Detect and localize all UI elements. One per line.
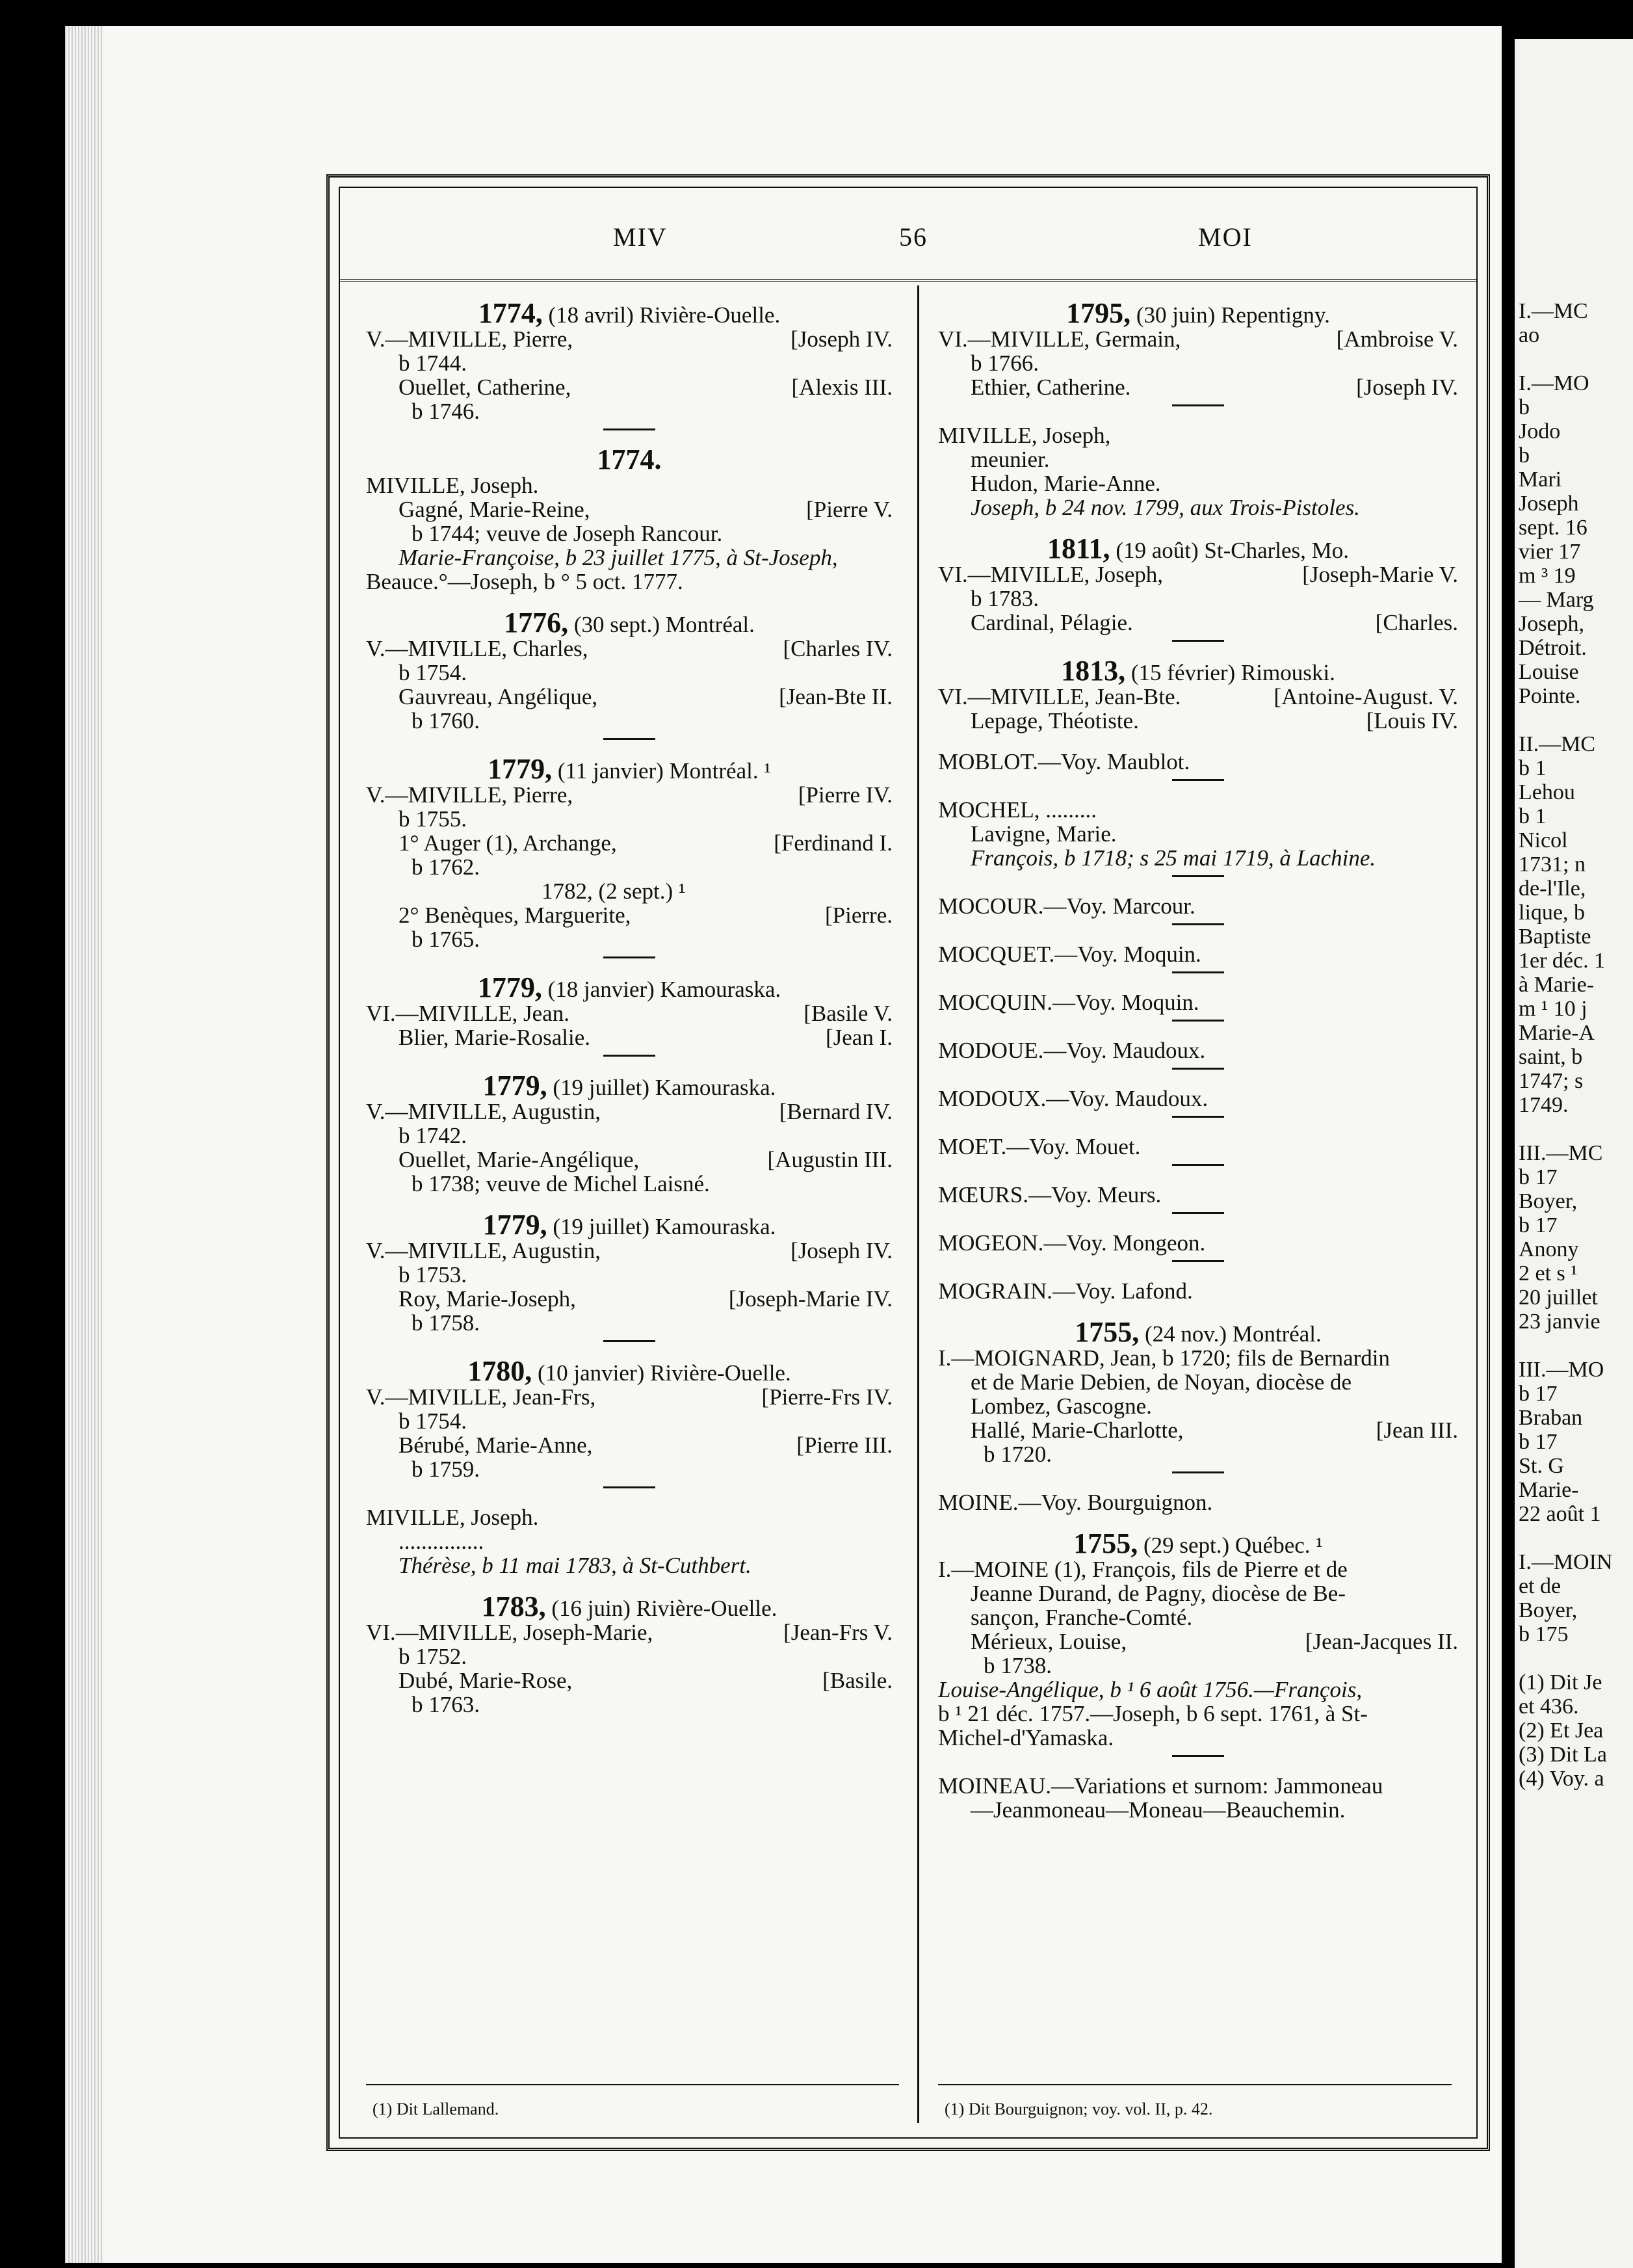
adjacent-page-line: Détroit. [1519,636,1587,660]
adjacent-page-line [1519,1117,1633,1141]
separator-rule [1172,875,1224,877]
entry [366,1355,893,1488]
separator-rule [603,1340,655,1342]
entry [366,1070,893,1196]
adjacent-page-line: Anony [1519,1237,1579,1261]
entry-heading: 1755, (29 sept.) Québec. ¹ [1073,1527,1323,1559]
cross-reference: MOCQUET.—Voy. Moquin. [938,942,1458,973]
separator-rule [603,429,655,430]
separator-rule [1172,1471,1224,1473]
entry [938,1527,1458,1757]
entry-line: b 1744. [398,350,467,376]
adjacent-page-line: — Marg [1519,588,1594,612]
entry-line: V.—MIVILLE, Augustin, [Bernard IV. [366,1099,893,1124]
separator-rule [603,738,655,740]
adjacent-page-line: m ³ 19 [1519,564,1576,588]
entry-line: Roy, Marie-Joseph, [Joseph-Marie IV. [398,1286,893,1312]
entry-heading: 1776, (30 sept.) Montréal. [504,607,755,639]
adjacent-page-line: 1731; n [1519,852,1586,877]
entry-line: b 1766. [971,350,1039,376]
entry-line: VI.—MIVILLE, Jean-Bte. [Antoine-August. V. [938,684,1458,709]
entry-line: 2° Benèques, Marguerite, [Pierre. [398,903,893,928]
header-left: MIV [613,222,668,252]
entry [938,423,1458,520]
footnote-rule [938,2084,1452,2085]
cross-reference: MOCOUR.—Voy. Marcour. [938,894,1458,925]
entry-heading: 1779, (19 juillet) Kamouraska. [482,1209,776,1241]
adjacent-page-line: III.—MC [1519,1141,1603,1165]
adjacent-page-line: 22 août 1 [1519,1502,1601,1526]
adjacent-page-line [1519,1646,1633,1670]
footnote-left: (1) Dit Lallemand. [372,2100,499,2118]
adjacent-page-line: b [1519,443,1530,468]
entry-line: b 1742. [398,1123,467,1148]
adjacent-page-line: (1) Dit Je [1519,1670,1602,1694]
cross-reference: MOINE.—Voy. Bourguignon. [938,1490,1213,1515]
entry [366,443,893,594]
entry-line: b 1738; veuve de Michel Laisné. [412,1171,710,1196]
left-column [366,297,893,1734]
entry-line: b 1762. [412,854,480,880]
adjacent-page-line: à Marie- [1519,973,1595,997]
entry [938,655,1458,733]
entry-line: b 1738. [984,1653,1052,1678]
entry-line: VI.—MIVILLE, Joseph-Marie, [Jean-Frs V. [366,1620,893,1645]
entry-line: Dubé, Marie-Rose, [Basile. [398,1668,893,1693]
column-divider [917,285,919,2123]
cross-reference: MOGEON.—Voy. Mongeon. [938,1231,1458,1262]
entry-line: —Jeanmoneau—Moneau—Beauchemin. [971,1797,1346,1823]
adjacent-page-line: I.—MO [1519,371,1589,395]
entry-line: 1782, (2 sept.) ¹ [542,878,686,904]
entry-line: b 1759. [412,1457,480,1482]
adjacent-page-line: de-l'Ile, [1519,877,1586,901]
entry-line: b 1754. [398,660,467,685]
adjacent-page-line: Lehou [1519,780,1575,804]
entry-line: VI.—MIVILLE, Jean. [Basile V. [366,1001,893,1026]
adjacent-page-line: Marie- [1519,1478,1579,1502]
page-inner-frame [339,187,1478,2139]
footnote-right: (1) Dit Bourguignon; voy. vol. II, p. 42. [945,2100,1213,2118]
entry-line: V.—MIVILLE, Pierre, [Pierre IV. [366,782,893,808]
adjacent-page-line: lique, b [1519,901,1585,925]
entry [938,798,1458,877]
adjacent-page-line [1519,347,1633,371]
adjacent-page-line [1519,1526,1633,1550]
entry [938,1316,1458,1473]
adjacent-page-line: saint, b [1519,1045,1583,1069]
entry-heading: 1779, (18 janvier) Kamouraska. [477,971,781,1003]
entry [366,1590,893,1717]
adjacent-page-line: Louise [1519,660,1579,684]
entry-line: Cardinal, Pélagie. [Charles. [971,610,1458,635]
entry-line: MIVILLE, Joseph, [938,423,1111,448]
entry-heading: 1783, (16 juin) Rivière-Ouelle. [481,1590,777,1622]
entry-line: b 1763. [412,1692,480,1717]
footnote-rule [366,2084,899,2085]
adjacent-page-line: 20 juillet [1519,1286,1598,1310]
entry-line: MOCHEL, ......... [938,797,1097,823]
entry-line: b 1752. [398,1644,467,1669]
entry-line: Louise-Angélique, b ¹ 6 août 1756.—François, [938,1677,1363,1702]
entry-line: Mérieux, Louise, [Jean-Jacques II. [971,1629,1458,1654]
entry [366,607,893,740]
page-number: 56 [899,222,928,252]
entry-line: V.—MIVILLE, Charles, [Charles IV. [366,636,893,661]
entry-line: b 1720. [984,1442,1052,1467]
entry-line: VI.—MIVILLE, Germain, [Ambroise V. [938,326,1458,352]
entry-heading: 1795, (30 juin) Repentigny. [1066,297,1330,329]
entry-line: I.—MOIGNARD, Jean, b 1720; fils de Bernardin [938,1345,1391,1371]
entry-line: MIVILLE, Joseph. [366,473,539,498]
entry-line: Marie-Françoise, b 23 juillet 1775, à St-Joseph, [398,545,838,570]
entry-heading: 1755, (24 nov.) Montréal. [1075,1316,1322,1348]
cross-reference: MŒURS.—Voy. Meurs. [938,1183,1458,1214]
entry-line: Ethier, Catherine. [Joseph IV. [971,375,1458,400]
adjacent-page-line: b 175 [1519,1622,1569,1646]
entry-line: V.—MIVILLE, Jean-Frs, [Pierre-Frs IV. [366,1384,893,1410]
header-right: MOI [1198,222,1253,252]
running-header [340,188,1476,282]
adjacent-page-line [1519,1334,1633,1358]
separator-rule [603,1486,655,1488]
entry-line: Lombez, Gascogne. [971,1393,1152,1419]
entry-heading: 1813, (15 février) Rimouski. [1061,655,1335,687]
entry-heading: 1779, (19 juillet) Kamouraska. [482,1070,776,1101]
entry-line: VI.—MIVILLE, Joseph, [Joseph-Marie V. [938,562,1458,587]
cross-reference: MOET.—Voy. Mouet. [938,1135,1458,1166]
adjacent-page-line [1519,708,1633,732]
adjacent-page-line: Marie-A [1519,1021,1595,1045]
separator-rule [1172,640,1224,642]
page-frame [326,174,1490,2151]
adjacent-page-line: Boyer, [1519,1189,1578,1213]
cross-reference: MOGRAIN.—Voy. Lafond. [938,1278,1193,1304]
adjacent-page-line: 2 et s ¹ [1519,1261,1578,1286]
entry-line: b 1754. [398,1408,467,1434]
adjacent-page-line: Pointe. [1519,684,1581,708]
adjacent-page-line: 23 janvie [1519,1310,1600,1334]
adjacent-page-line: 1er déc. 1 [1519,949,1606,973]
cross-reference: MODOUE.—Voy. Maudoux. [938,1038,1458,1070]
adjacent-page-line: 1749. [1519,1093,1569,1117]
entry-line: sançon, Franche-Comté. [971,1605,1193,1630]
adjacent-page-line: I.—MC [1519,299,1588,323]
adjacent-page-line: (3) Dit La [1519,1743,1607,1767]
entry-line: MIVILLE, Joseph. [366,1505,539,1530]
entry-line: François, b 1718; s 25 mai 1719, à Lachine. [971,845,1376,871]
cross-reference: MOBLOT.—Voy. Maublot. [938,750,1458,781]
adjacent-page-line: Joseph [1519,492,1579,516]
entry-line: Blier, Marie-Rosalie. [Jean I. [398,1025,893,1050]
entry-line: meunier. [971,447,1050,472]
adjacent-page-line: Baptiste [1519,925,1591,949]
adjacent-page-line: b 17 [1519,1430,1558,1454]
entry-line: V.—MIVILLE, Augustin, [Joseph IV. [366,1238,893,1263]
entry [938,533,1458,642]
adjacent-page-line: Braban [1519,1406,1583,1430]
entry-heading: 1774, (18 avril) Rivière-Ouelle. [478,297,781,329]
entry-line: Gagné, Marie-Reine, [Pierre V. [398,497,893,522]
entry-line: b ¹ 21 déc. 1757.—Joseph, b 6 sept. 1761, à St- [938,1701,1368,1726]
entry-line: I.—MOINE (1), François, fils de Pierre et de [938,1557,1348,1582]
cross-reference: MOCQUIN.—Voy. Moquin. [938,990,1458,1022]
adjacent-page-line: sept. 16 [1519,516,1587,540]
separator-rule [603,1055,655,1057]
entry [366,1209,893,1342]
adjacent-page-line: et 436. [1519,1694,1579,1719]
adjacent-page-line: vier 17 [1519,540,1581,564]
adjacent-page-line: 1747; s [1519,1069,1584,1093]
entry-line: 1° Auger (1), Archange, [Ferdinand I. [398,830,893,856]
entry-heading: 1780, (10 janvier) Rivière-Ouelle. [467,1355,791,1387]
adjacent-page-line: Mari [1519,468,1562,492]
cross-reference: MODOUX.—Voy. Maudoux. [938,1087,1458,1118]
separator-rule [1172,1755,1224,1757]
entry-line: Bérubé, Marie-Anne, [Pierre III. [398,1432,893,1458]
entry-line: Beauce.°—Joseph, b ° 5 oct. 1777. [366,569,683,594]
entry-line: Hudon, Marie-Anne. [971,471,1161,496]
entry-line: b 1755. [398,806,467,832]
entry-line: b 1758. [412,1310,480,1336]
entry-line: Ouellet, Marie-Angélique, [Augustin III. [398,1147,893,1172]
entry-heading: 1779, (11 janvier) Montréal. ¹ [488,753,771,785]
entry-line: ............... [398,1529,484,1554]
entry-line: b 1744; veuve de Joseph Rancour. [412,521,723,546]
adjacent-page-line: Boyer, [1519,1598,1578,1622]
adjacent-page-line: I.—MOIN [1519,1550,1613,1574]
separator-rule [603,956,655,958]
entry-line: et de Marie Debien, de Noyan, diocèse de [971,1369,1352,1395]
entry-line: b 1783. [971,586,1039,611]
adjacent-page-line: b 1 [1519,756,1547,780]
adjacent-page-line: b 17 [1519,1213,1558,1237]
entry [366,753,893,958]
adjacent-page-line: b 1 [1519,804,1547,828]
adjacent-page-text [1515,39,1633,1791]
entry-heading: 1774. [597,443,662,475]
entry-line: Hallé, Marie-Charlotte, [Jean III. [971,1418,1458,1443]
entry-line: Gauvreau, Angélique, [Jean-Bte II. [398,684,893,709]
entry-line: b 1760. [412,708,480,733]
entry-line: Lavigne, Marie. [971,821,1117,847]
entry-line: b 1753. [398,1262,467,1287]
adjacent-page-line: b 17 [1519,1165,1558,1189]
adjacent-page-line: b [1519,395,1530,419]
adjacent-page-line: Jodo [1519,419,1561,443]
adjacent-page-line: ao [1519,323,1540,347]
adjacent-page [1515,39,1633,2268]
entry-line: Thérèse, b 11 mai 1783, à St-Cuthbert. [398,1553,751,1578]
separator-rule [1172,404,1224,406]
entry [366,1505,893,1577]
entry [938,297,1458,406]
entry-line: MOINEAU.—Variations et surnom: Jammoneau [938,1773,1383,1799]
adjacent-page-line: m ¹ 10 j [1519,997,1587,1021]
entry-line: Lepage, Théotiste. [Louis IV. [971,708,1458,733]
entry [938,1774,1458,1822]
adjacent-page-line: II.—MC [1519,732,1596,756]
entry-line: b 1765. [412,927,480,952]
adjacent-page-line: (4) Voy. a [1519,1767,1604,1791]
entry-line: Jeanne Durand, de Pagny, diocèse de Be- [971,1581,1346,1606]
entry-heading: 1811, (19 août) St-Charles, Mo. [1047,533,1350,564]
adjacent-page-line: (2) Et Jea [1519,1719,1604,1743]
entry-line: b 1746. [412,399,480,424]
adjacent-page-line: et de [1519,1574,1561,1598]
entry-line: V.—MIVILLE, Pierre, [Joseph IV. [366,326,893,352]
entry [366,971,893,1057]
entry-line: Michel-d'Yamaska. [938,1725,1114,1750]
adjacent-page-line: Nicol [1519,828,1568,852]
adjacent-page-line: b 17 [1519,1382,1558,1406]
adjacent-page-line: Joseph, [1519,612,1585,636]
adjacent-page-line: III.—MO [1519,1358,1604,1382]
page-edge [65,26,104,2263]
entry [366,297,893,430]
entry-line: Ouellet, Catherine, [Alexis III. [398,375,893,400]
adjacent-page-line: St. G [1519,1454,1564,1478]
entry-line: Joseph, b 24 nov. 1799, aux Trois-Pistoles. [971,495,1360,520]
right-column [938,297,1458,1839]
